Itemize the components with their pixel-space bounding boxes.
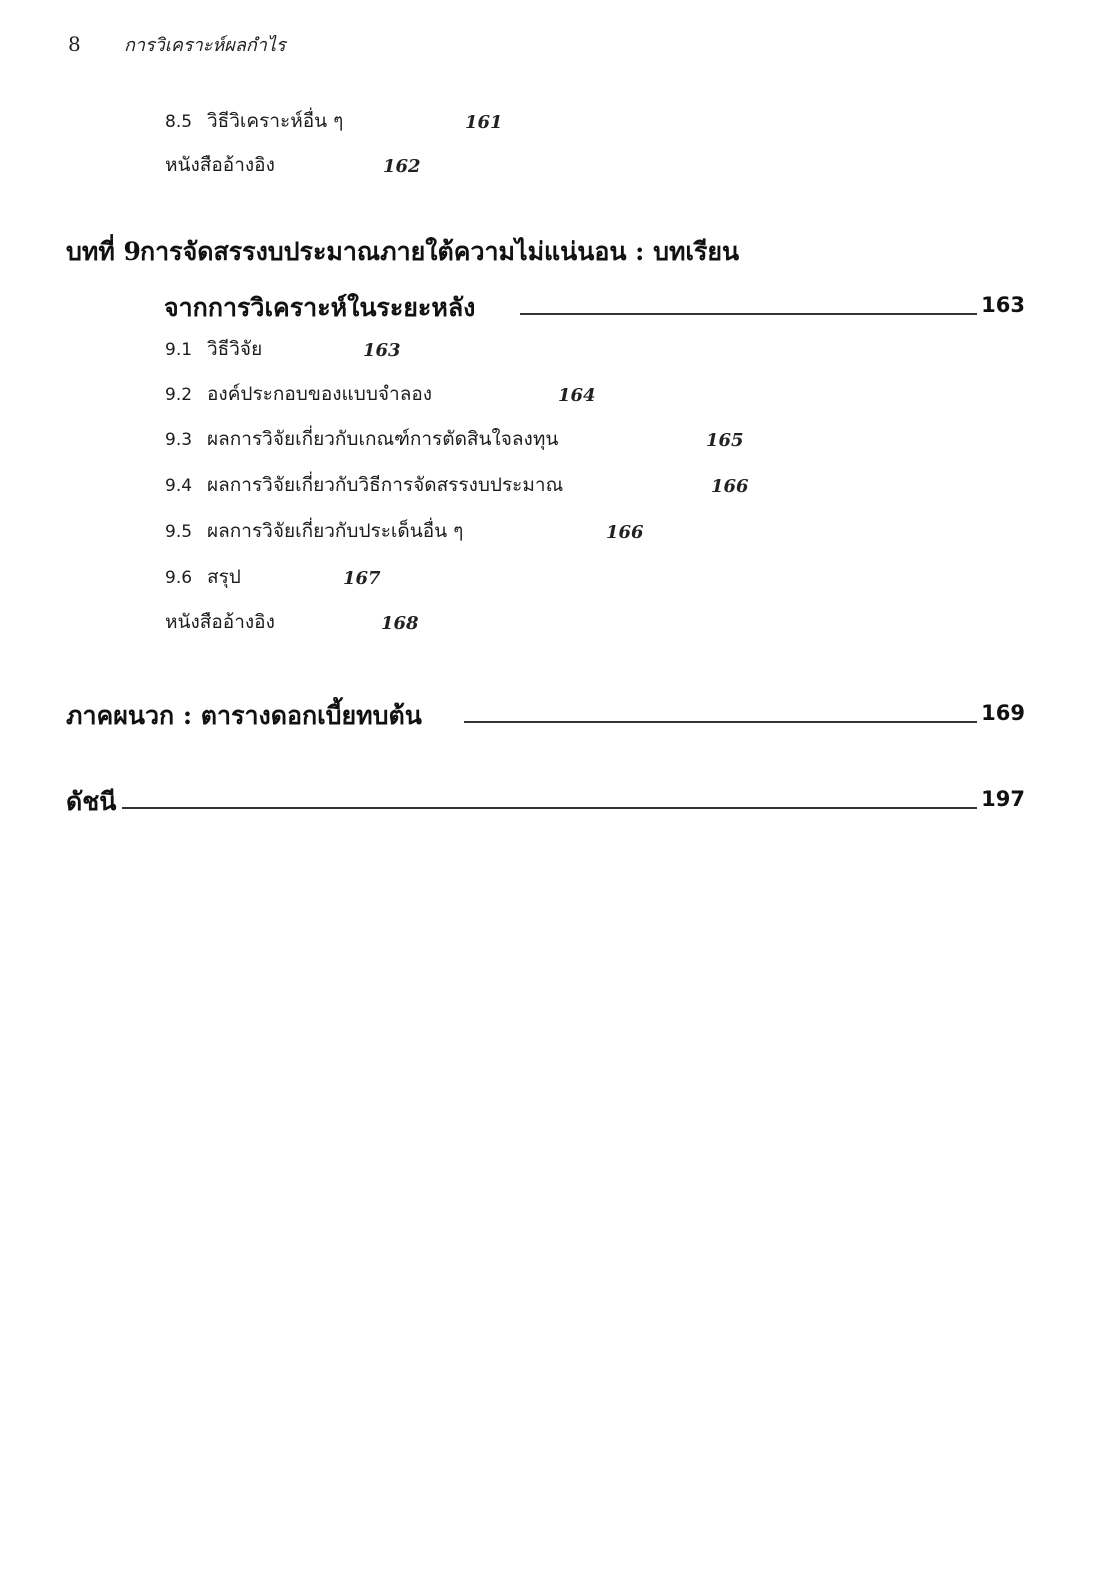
section-page: 162 [383,156,421,177]
running-title: การวิเคราะห์ผลกำไร [124,35,286,56]
section-title: วิธีวิเคราะห์อื่น ๆ [207,110,344,132]
chapter-title-line2: จากการวิเคราะห์ในระยะหลัง [164,293,476,322]
section-page: 166 [606,522,644,543]
section-title: ผลการวิจัยเกี่ยวกับเกณฑ์การตัดสินใจลงทุน [207,428,559,450]
dot-leader [520,313,977,315]
index-page: 197 [981,787,1025,811]
section-page: 166 [711,476,749,497]
toc-entry-8-5 [165,106,503,136]
index-title: ดัชนี [66,787,117,816]
chapter-9-title-line2 [164,288,1025,322]
toc-entry-9-2 [165,379,596,409]
section-page: 168 [381,613,419,634]
dot-leader [122,807,977,809]
toc-index [66,782,1025,816]
section-title: ผลการวิจัยเกี่ยวกับวิธีการจัดสรรงบประมาณ [207,474,564,496]
chapter-9-heading [66,232,739,272]
section-page: 164 [558,385,596,406]
section-number: 9.3 [165,430,193,450]
dot-leader [464,721,977,723]
toc-entry-9-6 [165,562,381,592]
toc-entry-9-5 [165,516,644,546]
section-title: วิธีวิจัย [207,338,263,360]
running-header [68,30,286,59]
toc-entry-9-1 [165,334,401,364]
section-number: 9.1 [165,340,193,360]
section-page: 167 [343,568,381,589]
chapter-label: บทที่ 9 [66,237,141,266]
section-title: หนังสืออ้างอิง [165,611,275,633]
section-number: 9.5 [165,522,193,542]
toc-entry-9-references [165,607,419,637]
chapter-page: 163 [981,293,1025,317]
section-title: ผลการวิจัยเกี่ยวกับประเด็นอื่น ๆ [207,520,464,542]
page-number: 8 [68,32,81,56]
appendix-page: 169 [981,701,1025,725]
toc-entry-9-3 [165,424,744,454]
section-title: องค์ประกอบของแบบจำลอง [207,383,433,405]
toc-entry-9-4 [165,470,749,500]
section-title: สรุป [207,566,241,588]
section-page: 163 [363,340,401,361]
appendix-title: ภาคผนวก : ตารางดอกเบี้ยทบต้น [66,701,422,730]
section-number: 8.5 [165,112,193,132]
section-page: 161 [465,112,503,133]
section-number: 9.2 [165,385,193,405]
section-number: 9.6 [165,568,193,588]
section-number: 9.4 [165,476,193,496]
toc-appendix [66,696,1025,730]
toc-entry-8-references [165,150,421,180]
chapter-title-line1: การจัดสรรงบประมาณภายใต้ความไม่แน่นอน : บทเรียน [140,237,740,266]
section-page: 165 [706,430,744,451]
section-title: หนังสืออ้างอิง [165,154,275,176]
